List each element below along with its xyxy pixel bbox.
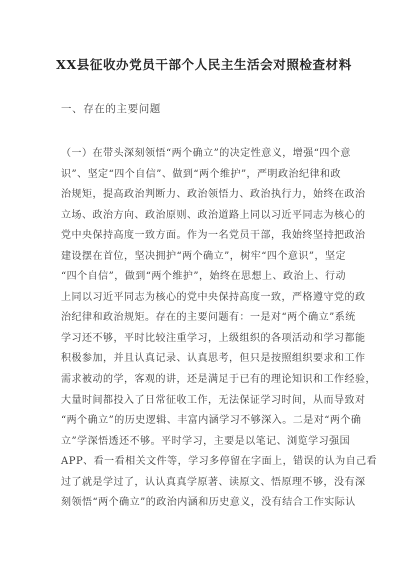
body-paragraph <box>61 144 378 514</box>
body-line: 建设摆在首位，坚决拥护“两个确立”，树牢“四个意识”，坚定 <box>61 250 346 262</box>
body-line: “四个自信”，做到“两个维护”，始终在思想上、政治上、行动 <box>61 271 346 283</box>
body-line: “两个确立”的历史逻辑、丰富内涵学习不够深入。二是对“两个确 <box>61 415 362 427</box>
section-heading: 一、存在的主要问题 <box>61 103 161 115</box>
body-line: 治纪律和政治规矩。存在的主要问题有：一是对“两个确立”系统 <box>61 312 356 324</box>
body-line: 需求被动的学，客观的讲，还是满足于已有的理论知识和工作经验， <box>61 374 376 386</box>
body-line: 党中央保持高度一致方面。作为一名党员干部，我始终坚持把政治 <box>61 230 366 242</box>
body-line: 上同以习近平同志为核心的党中央保持高度一致，严格遵守党的政 <box>61 291 366 303</box>
body-line: 识”、坚定“四个自信”、做到“两个维护”，严明政治纪律和政 <box>61 168 342 180</box>
body-line: 积极参加，并且认真记录、认真思考，但只是按照组织要求和工作 <box>61 353 366 365</box>
body-line: 大量时间都投入了日常征收工作，无法保证学习时间，从而导致对 <box>61 394 366 406</box>
document-title: XX县征收办党员干部个人民主生活会对照检查材料 <box>56 57 352 72</box>
body-line: 立”学深悟透还不够。平时学习，主要是以笔记、浏览学习强国 <box>61 435 351 447</box>
body-line: APP、看一看相关文件等，学习多停留在字面上，错误的认为自己看 <box>61 456 378 468</box>
body-line: 治规矩，提高政治判断力、政治领悟力、政治执行力，始终在政治 <box>61 189 366 201</box>
body-line: 刻领悟“两个确立”的政治内涵和历史意义，没有结合工作实际认 <box>61 497 356 509</box>
body-line: （一）在带头深刻领悟“两个确立”的决定性意义，增强“四个意 <box>61 148 351 159</box>
body-line: 立场、政治方向、政治原则、政治道路上同以习近平同志为核心的 <box>61 209 366 221</box>
body-line: 过了就是学过了，认认真真学原著、读原文、悟原理不够，没有深 <box>61 476 366 488</box>
body-line: 学习还不够，平时比较注重学习，上级组织的各项活动和学习都能 <box>61 332 366 344</box>
